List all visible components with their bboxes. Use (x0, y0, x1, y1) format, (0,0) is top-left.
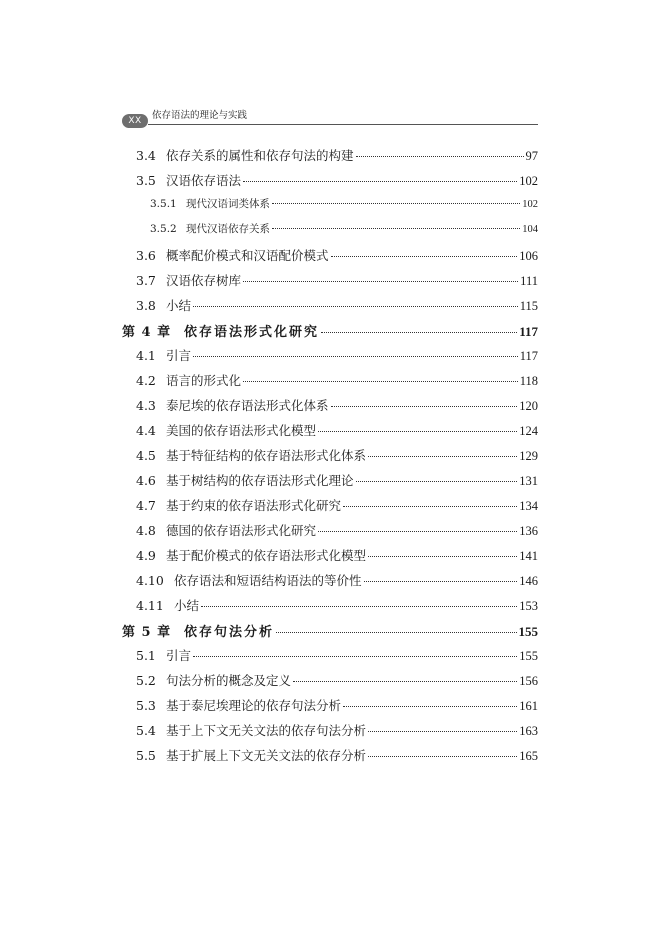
dot-leader (318, 431, 517, 432)
toc-entry-page: 134 (519, 499, 538, 513)
toc-section-entry[interactable] (122, 346, 538, 371)
toc-entry-page: 155 (518, 624, 538, 639)
toc-entry-title: 现代汉语词类体系 (186, 198, 270, 210)
toc-entry-number: 3.7 (136, 273, 156, 288)
toc-entry-page: 97 (525, 149, 538, 163)
toc-entry-page: 102 (522, 199, 538, 210)
toc-entry-number: 4.1 (136, 348, 156, 363)
dot-leader (331, 256, 518, 257)
toc-entry-title: 语言的形式化 (166, 373, 242, 388)
toc-entry-title: 美国的依存语法形式化模型 (166, 423, 317, 438)
toc-entry-page: 118 (519, 374, 538, 388)
toc-entry-page: 136 (519, 524, 538, 538)
toc-section-entry[interactable] (122, 671, 538, 696)
dot-leader (343, 706, 517, 707)
toc-entry-number: 3.6 (136, 248, 156, 263)
book-title: 依存语法的理论与实践 (152, 110, 248, 121)
toc-entry-number: 3.5 (136, 173, 156, 188)
toc-entry-number: 5.4 (136, 723, 156, 738)
toc-entry-number: 4.6 (136, 473, 156, 488)
toc-entry-title: 基于配价模式的依存语法形式化模型 (166, 548, 367, 563)
toc-entry-page: 141 (519, 549, 538, 563)
toc-entry-number: 4.7 (136, 498, 156, 513)
toc-section-entry[interactable] (122, 596, 538, 621)
toc-entry-title: 现代汉语依存关系 (186, 223, 270, 235)
toc-entry-number: 5.5 (136, 748, 156, 763)
toc-section-entry[interactable] (122, 546, 538, 571)
toc-entry-title: 汉语依存语法 (166, 173, 242, 188)
dot-leader (368, 731, 517, 732)
toc-entry-number: 4.10 (136, 573, 164, 588)
toc-entry-page: 161 (519, 699, 538, 713)
toc-entry-number: 4.2 (136, 373, 156, 388)
dot-leader (368, 456, 517, 457)
toc-entry-title: 基于上下文无关文法的依存句法分析 (166, 723, 367, 738)
toc-entry-number: 5.2 (136, 673, 156, 688)
toc-entry-title: 句法分析的概念及定义 (166, 673, 292, 688)
toc-entry-title: 小结 (174, 598, 200, 613)
dot-leader (321, 332, 517, 333)
toc-entry-title: 依存句法分析 (184, 625, 275, 640)
toc-entry-page: 104 (522, 224, 538, 235)
toc-section-entry[interactable] (122, 471, 538, 496)
toc-entry-page: 115 (519, 299, 538, 313)
toc-section-entry[interactable] (122, 446, 538, 471)
toc-entry-title: 依存语法形式化研究 (184, 325, 320, 340)
toc-entry-title: 基于泰尼埃理论的依存句法分析 (166, 698, 342, 713)
toc-section-entry[interactable] (122, 246, 538, 271)
toc-entry-number: 4.4 (136, 423, 156, 438)
toc-section-entry[interactable] (122, 146, 538, 171)
toc-entry-page: 153 (519, 599, 538, 613)
toc-entry-title: 泰尼埃的依存语法形式化体系 (166, 398, 329, 413)
toc-entry-title: 基于树结构的依存语法形式化理论 (166, 473, 354, 488)
toc-entry-page: 106 (519, 249, 538, 263)
toc-chapter-entry[interactable] (122, 321, 538, 346)
toc-section-entry[interactable] (122, 496, 538, 521)
toc-section-entry[interactable] (122, 646, 538, 671)
toc-entry-number: 3.8 (136, 298, 156, 313)
dot-leader (331, 406, 518, 407)
dot-leader (243, 381, 518, 382)
toc-entry-title: 基于特征结构的依存语法形式化体系 (166, 448, 367, 463)
dot-leader (193, 356, 518, 357)
dot-leader (193, 306, 518, 307)
toc-entry-page: 117 (519, 349, 538, 363)
toc-section-entry[interactable] (122, 171, 538, 196)
dot-leader (272, 203, 520, 204)
toc-entry-page: 155 (519, 649, 538, 663)
toc-subsection-entry[interactable] (122, 196, 538, 221)
toc-section-entry[interactable] (122, 271, 538, 296)
toc-entry-page: 117 (519, 324, 538, 339)
toc-entry-title: 小结 (166, 298, 192, 313)
toc-entry-number: 3.5.1 (150, 198, 177, 210)
table-of-contents (122, 146, 538, 771)
header-rule (148, 124, 538, 125)
toc-section-entry[interactable] (122, 421, 538, 446)
dot-leader (368, 556, 517, 557)
toc-entry-title: 基于扩展上下文无关文法的依存分析 (166, 748, 367, 763)
dot-leader (364, 581, 518, 582)
toc-entry-page: 131 (519, 474, 538, 488)
toc-entry-title: 引言 (166, 348, 192, 363)
toc-entry-page: 163 (519, 724, 538, 738)
toc-entry-number: 4.8 (136, 523, 156, 538)
toc-section-entry[interactable] (122, 396, 538, 421)
toc-entry-number: 3.4 (136, 148, 156, 163)
toc-entry-number: 第 5 章 (122, 625, 172, 640)
dot-leader (368, 756, 517, 757)
toc-entry-page: 102 (519, 174, 538, 188)
toc-entry-number: 第 4 章 (122, 325, 172, 340)
running-header (122, 106, 538, 128)
dot-leader (276, 632, 516, 633)
toc-entry-title: 概率配价模式和汉语配价模式 (166, 248, 329, 263)
toc-section-entry[interactable] (122, 696, 538, 721)
toc-entry-number: 5.1 (136, 648, 156, 663)
toc-entry-page: 165 (519, 749, 538, 763)
toc-entry-page: 120 (519, 399, 538, 413)
dot-leader (243, 181, 517, 182)
toc-entry-number: 4.11 (136, 598, 164, 613)
toc-section-entry[interactable] (122, 746, 538, 771)
toc-entry-number: 3.5.2 (150, 223, 177, 235)
dot-leader (356, 481, 518, 482)
toc-entry-number: 4.5 (136, 448, 156, 463)
toc-entry-title: 基于约束的依存语法形式化研究 (166, 498, 342, 513)
toc-entry-title: 汉语依存树库 (166, 273, 242, 288)
toc-entry-page: 156 (519, 674, 538, 688)
dot-leader (318, 531, 517, 532)
toc-entry-page: 146 (519, 574, 538, 588)
dot-leader (272, 228, 520, 229)
toc-entry-title: 德国的依存语法形式化研究 (166, 523, 317, 538)
toc-section-entry[interactable] (122, 571, 538, 596)
toc-entry-number: 5.3 (136, 698, 156, 713)
toc-entry-page: 129 (519, 449, 538, 463)
toc-section-entry[interactable] (122, 296, 538, 321)
dot-leader (293, 681, 517, 682)
toc-entry-title: 依存语法和短语结构语法的等价性 (174, 573, 362, 588)
toc-section-entry[interactable] (122, 721, 538, 746)
toc-entry-number: 4.3 (136, 398, 156, 413)
page-number-badge: XX (122, 114, 148, 128)
toc-section-entry[interactable] (122, 521, 538, 546)
toc-subsection-entry[interactable] (122, 221, 538, 246)
toc-entry-page: 111 (520, 274, 538, 288)
toc-entry-page: 124 (519, 424, 538, 438)
toc-section-entry[interactable] (122, 371, 538, 396)
toc-entry-title: 依存关系的属性和依存句法的构建 (166, 148, 354, 163)
dot-leader (243, 281, 518, 282)
dot-leader (356, 156, 524, 157)
dot-leader (201, 606, 517, 607)
toc-entry-number: 4.9 (136, 548, 156, 563)
dot-leader (343, 506, 517, 507)
toc-entry-title: 引言 (166, 648, 192, 663)
toc-chapter-entry[interactable] (122, 621, 538, 646)
dot-leader (193, 656, 517, 657)
